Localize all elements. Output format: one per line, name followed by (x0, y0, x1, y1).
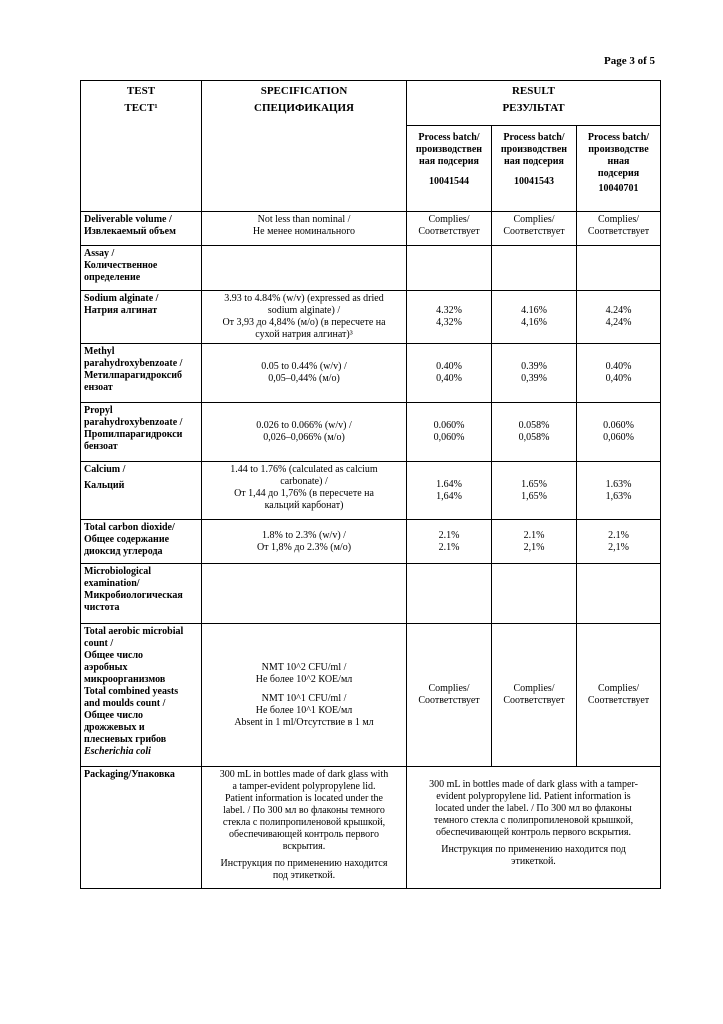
header-row (81, 81, 661, 126)
result-cell (407, 246, 492, 291)
page-number: Page 3 of 5 (604, 55, 656, 67)
result-cell (492, 403, 577, 462)
result-line: 300 mL in bottles made of dark glass with a tamper- (429, 779, 638, 790)
result-line: обеспечивающей контроль первого вскрытия. (436, 827, 631, 838)
result-line: 0.060% (603, 420, 634, 431)
test-line: Кальций (84, 480, 125, 491)
batch-header-1 (407, 126, 492, 212)
table-row-sodium-alginate (81, 291, 661, 344)
spec-line: Не менее номинального (252, 226, 356, 237)
spec-line: NMT 10^1 CFU/ml / (261, 692, 347, 704)
result-cell (492, 212, 577, 246)
result-line: 4.16% (521, 305, 547, 316)
test-line: Total carbon dioxide/ (84, 522, 175, 533)
spec-line: NMT 10^2 CFU/ml / (261, 661, 347, 673)
spec-cell (202, 520, 407, 564)
test-line: Deliverable volume / (84, 214, 172, 225)
result-line: Соответствует (418, 695, 480, 706)
result-cell (407, 462, 492, 520)
spec-line: От 1,8% до 2.3% (м/о) (256, 541, 352, 553)
test-line: Escherichia coli (84, 746, 151, 757)
spec-line: От 3,93 до 4,84% (м/о) (в пересчете на (222, 317, 386, 328)
table-row-microbiological (81, 564, 661, 624)
test-line: parahydroxybenzoate / (84, 358, 183, 369)
result-cell (492, 291, 577, 344)
test-line: Количественное (84, 260, 158, 271)
spec-line: Absent in 1 ml/Отсутствие в 1 мл (234, 716, 374, 728)
result-line: 1,64% (436, 490, 462, 502)
result-line: 1.64% (436, 478, 462, 490)
result-cell (407, 403, 492, 462)
spec-cell (202, 291, 407, 344)
result-line: 2,1% (523, 541, 545, 553)
test-line: Propyl (84, 405, 113, 416)
result-line: этикеткой. (511, 856, 556, 867)
spec-line: Инструкция по применению находится (220, 858, 388, 869)
table-row-carbon-dioxide (81, 520, 661, 564)
result-line: 1,65% (521, 490, 547, 502)
result-line: Complies/ (428, 683, 470, 694)
result-line: 2.1% (438, 541, 460, 553)
spec-cell (202, 767, 407, 889)
test-header-ru: ТЕСТ¹ (124, 102, 158, 114)
test-line: Общее содержание (84, 534, 170, 545)
result-line: темного стекла с полипропиленовой крышкой, (433, 815, 634, 826)
spec-header (202, 81, 407, 212)
result-cell (492, 246, 577, 291)
result-line: 4,16% (521, 317, 547, 328)
batch-label-line: ная подсерия (504, 156, 564, 167)
result-cell (577, 624, 661, 767)
spec-cell (202, 246, 407, 291)
test-line: count / (84, 638, 114, 649)
test-name (81, 564, 202, 624)
result-line: 0,40% (436, 373, 462, 384)
spec-header-en: SPECIFICATION (260, 85, 348, 97)
test-name (81, 624, 202, 767)
spec-line: 1.44 to 1.76% (calculated as calcium (230, 464, 378, 475)
spec-cell (202, 564, 407, 624)
test-line: Total combined yeasts (84, 686, 179, 697)
spec-line: От 1,44 до 1,76% (в пересчете на (234, 488, 374, 499)
test-line: Total aerobic microbial (84, 626, 184, 637)
result-header-ru: РЕЗУЛЬТАТ (502, 102, 565, 114)
test-line: Calcium / (84, 464, 126, 475)
test-line: Пропилпарагидрокси (84, 429, 183, 440)
test-line: микроорганизмов (84, 674, 166, 685)
test-line: Microbiological (84, 566, 152, 577)
result-line: 4.32% (436, 305, 462, 316)
test-name (81, 520, 202, 564)
test-name (81, 291, 202, 344)
test-header-en: TEST (126, 85, 156, 97)
spec-line: 0,05–0,44% (м/о) (268, 373, 340, 384)
result-line: Complies/ (513, 683, 555, 694)
test-header (81, 81, 202, 212)
spec-cell (202, 624, 407, 767)
spec-line: Не более 10^2 КОЕ/мл (255, 673, 353, 685)
result-line: 1,63% (605, 490, 632, 502)
result-line: 0.060% (433, 420, 465, 431)
result-line: Соответствует (587, 695, 650, 706)
table-row-methyl (81, 344, 661, 403)
spec-cell (202, 212, 407, 246)
result-cell (407, 520, 492, 564)
test-name (81, 246, 202, 291)
test-line: плесневых грибов (84, 734, 167, 745)
result-line: 0.40% (436, 361, 462, 372)
result-cell (492, 564, 577, 624)
spec-line: стекла с полипропиленовой крышкой, (222, 817, 386, 828)
batch-label-line: Process batch/ (587, 132, 650, 143)
spec-line: под этикеткой. (272, 870, 336, 881)
spec-line: обеспечивающей контроль первого (229, 829, 379, 840)
spec-line: 3.93 to 4.84% (w/v) (expressed as dried (224, 293, 384, 304)
result-line: 1.65% (521, 478, 547, 490)
result-header (407, 81, 661, 126)
spec-line: 0.05 to 0.44% (w/v) / (261, 361, 347, 372)
batch-number: 10041543 (514, 176, 554, 187)
result-cell (577, 212, 661, 246)
test-line: Микробиологическая (84, 590, 183, 601)
result-cell (492, 344, 577, 403)
test-name (81, 462, 202, 520)
result-cell (407, 564, 492, 624)
batch-number: 10040701 (598, 183, 639, 194)
batch-label-line: ная подсерия (419, 156, 479, 167)
result-line: 0,060% (603, 432, 634, 443)
result-line: Соответствует (503, 695, 565, 706)
result-line: 4,24% (605, 317, 632, 328)
result-line: evident polypropylene lid. Patient information is (436, 791, 631, 802)
test-line: Assay / (84, 248, 115, 259)
test-line: Sodium alginate / (84, 293, 159, 304)
test-line: Methyl (84, 346, 115, 357)
result-header-en: RESULT (511, 85, 555, 97)
test-line: Метилпарагидроксиб (84, 370, 182, 381)
spec-line: вскрытия. (282, 841, 326, 852)
result-line: 0,058% (518, 432, 550, 443)
test-name (81, 344, 202, 403)
table-row-deliverable (81, 212, 661, 246)
spec-line: 0,026–0,066% (м/о) (263, 432, 345, 443)
table-row-propyl (81, 403, 661, 462)
result-line: 4.24% (605, 305, 632, 316)
spec-line: sodium alginate) / (267, 305, 341, 316)
spec-line: carbonate) / (280, 476, 328, 487)
result-cell (407, 212, 492, 246)
result-cell (577, 462, 661, 520)
result-line: Соответствует (503, 226, 565, 237)
spec-line: Не более 10^1 КОЕ/мл (255, 704, 353, 716)
result-line: Инструкция по применению находится под (441, 844, 626, 855)
batch-label-line: подсерия (597, 168, 640, 179)
result-cell (492, 520, 577, 564)
result-cell (407, 624, 492, 767)
result-line: 0,40% (605, 373, 632, 384)
result-line: 0.39% (521, 361, 547, 372)
result-line: Complies/ (428, 214, 470, 225)
spec-line: кальций карбонат) (264, 500, 344, 511)
result-cell (492, 624, 577, 767)
result-cell (407, 291, 492, 344)
spec-cell (202, 462, 407, 520)
table-row-packaging (81, 767, 661, 889)
spec-line: Not less than nominal / (257, 214, 351, 225)
spec-header-ru: СПЕЦИФИКАЦИЯ (254, 102, 354, 114)
result-cell (577, 403, 661, 462)
test-line: ензоат (84, 382, 113, 393)
batch-label-line: производстве (588, 144, 649, 155)
batch-label-line: Process batch/ (503, 132, 565, 143)
result-line: 2,1% (608, 541, 629, 553)
result-line: Соответствует (418, 226, 480, 237)
test-line: аэробных (84, 662, 128, 673)
spec-line: 1.8% to 2.3% (w/v) / (262, 529, 346, 541)
spec-line: 0.026 to 0.066% (w/v) / (256, 420, 352, 431)
batch-number: 10041544 (429, 176, 469, 187)
result-cell (577, 246, 661, 291)
result-line: 0,060% (433, 432, 465, 443)
test-line: examination/ (84, 578, 140, 589)
result-line: 4,32% (436, 317, 462, 328)
table-row-microbial-count (81, 624, 661, 767)
packaging-result-cell (407, 767, 661, 889)
result-line: 2.1% (438, 529, 460, 541)
result-cell (577, 520, 661, 564)
spec-cell (202, 403, 407, 462)
test-line: Общее число (84, 650, 144, 661)
batch-label-line: Process batch/ (418, 132, 480, 143)
result-line: 0,39% (521, 373, 547, 384)
result-cell (577, 344, 661, 403)
spec-line: a tamper-evident polypropylene lid. (232, 781, 376, 792)
result-line: Соответствует (587, 226, 650, 237)
spec-cell (202, 344, 407, 403)
batch-label-line: производствен (500, 144, 568, 155)
result-cell (407, 344, 492, 403)
test-name (81, 212, 202, 246)
result-line: Complies/ (597, 683, 640, 694)
result-line: Complies/ (597, 214, 640, 225)
certificate-table (80, 80, 661, 889)
result-cell (577, 564, 661, 624)
result-line: 0.40% (605, 361, 632, 372)
batch-label-line: производствен (415, 144, 483, 155)
test-line: бензоат (84, 441, 118, 452)
batch-header-2 (492, 126, 577, 212)
test-line: and moulds count / (84, 698, 166, 709)
test-line: Извлекаемый объем (84, 226, 176, 237)
test-line: диоксид углерода (84, 546, 163, 557)
result-line: 1.63% (605, 478, 632, 490)
table-row-calcium (81, 462, 661, 520)
spec-line: сухой натрия алгинат)³ (255, 329, 353, 340)
test-line: parahydroxybenzoate / (84, 417, 183, 428)
result-cell (577, 291, 661, 344)
test-line: Packaging/Упаковка (84, 769, 175, 780)
result-line: located under the label. / По 300 мл во флаконы (435, 803, 632, 814)
test-name (81, 767, 202, 889)
table-row-assay (81, 246, 661, 291)
test-line: Общее число (84, 710, 144, 721)
spec-line: Patient information is located under the (224, 793, 383, 804)
result-line: 2.1% (523, 529, 545, 541)
test-line: Натрия алгинат (84, 305, 158, 316)
test-line: определение (84, 272, 141, 283)
test-name (81, 403, 202, 462)
result-line: 0.058% (518, 420, 550, 431)
batch-label-line: нная (607, 156, 630, 167)
result-line: 2.1% (608, 529, 629, 541)
spec-line: 300 mL in bottles made of dark glass with (219, 769, 389, 780)
test-line: чистота (84, 602, 120, 613)
result-cell (492, 462, 577, 520)
spec-line: label. / По 300 мл во флаконы темного (223, 805, 385, 816)
test-line: дрожжевых и (84, 722, 145, 733)
batch-header-3 (577, 126, 661, 212)
result-line: Complies/ (513, 214, 555, 225)
